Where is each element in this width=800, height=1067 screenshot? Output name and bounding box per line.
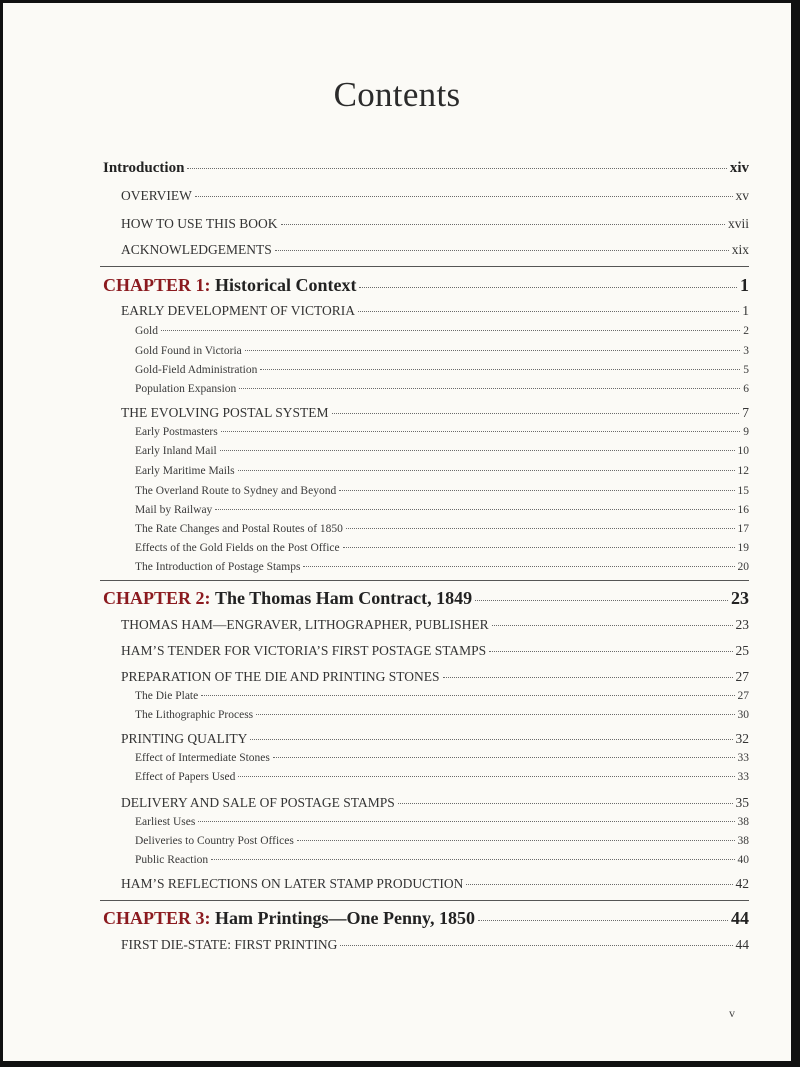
chapter-number: CHAPTER 2: — [103, 588, 211, 608]
toc-subsection — [135, 445, 749, 457]
toc-subsection — [135, 709, 749, 721]
toc-section — [121, 937, 749, 953]
entry-title: Introduction — [103, 160, 185, 176]
entry-title: EARLY DEVELOPMENT OF VICTORIA — [121, 303, 356, 318]
entry-title: Early Postmasters — [135, 426, 218, 438]
dot-leader — [358, 311, 739, 312]
toc-section — [121, 643, 749, 659]
toc-section — [121, 242, 749, 258]
entry-title: HAM’S REFLECTIONS ON LATER STAMP PRODUCTION — [121, 876, 464, 891]
page-number: 7 — [742, 405, 749, 420]
book-page — [3, 3, 791, 1061]
toc-subsection — [135, 690, 749, 702]
toc-subsection — [135, 835, 749, 847]
dot-leader — [478, 920, 728, 921]
dot-leader — [215, 509, 734, 510]
page-number: xvii — [727, 216, 749, 231]
toc-section — [121, 216, 749, 232]
entry-title: PRINTING QUALITY — [121, 731, 248, 746]
toc-section — [121, 303, 749, 319]
page-number: 44 — [735, 937, 749, 952]
dot-leader — [239, 388, 740, 389]
page-number: 27 — [735, 669, 749, 684]
dot-leader — [220, 450, 735, 451]
page-number: 44 — [731, 908, 749, 928]
entry-title: HOW TO USE THIS BOOK — [121, 216, 278, 231]
toc-section — [121, 669, 749, 685]
page-number: 20 — [737, 561, 749, 573]
toc-subsection — [135, 504, 749, 516]
page-number: xv — [735, 188, 749, 203]
page-number: 15 — [737, 485, 749, 497]
entry-title: Gold Found in Victoria — [135, 345, 242, 357]
toc-chapter — [103, 275, 749, 296]
dot-leader — [221, 431, 741, 432]
page-number: 25 — [735, 643, 749, 658]
toc-section — [121, 405, 749, 421]
page-number: 2 — [743, 325, 749, 337]
dot-leader — [161, 330, 740, 331]
page-number: 10 — [737, 445, 749, 457]
entry-title: The Overland Route to Sydney and Beyond — [135, 485, 337, 497]
entry-title: Effect of Intermediate Stones — [135, 752, 270, 764]
page-number: xix — [731, 242, 749, 257]
entry-title: Earliest Uses — [135, 816, 196, 828]
page-number: 30 — [737, 709, 749, 721]
dot-leader — [492, 625, 733, 626]
dot-leader — [443, 677, 733, 678]
entry-title: ACKNOWLEDGEMENTS — [121, 242, 272, 257]
section-rule — [100, 266, 749, 267]
toc-section — [121, 795, 749, 811]
page-folio: v — [729, 1006, 735, 1020]
toc-subsection — [135, 752, 749, 764]
page-number: 42 — [735, 876, 749, 891]
dot-leader — [256, 714, 734, 715]
dot-leader — [343, 547, 735, 548]
toc-chapter — [103, 908, 749, 929]
dot-leader — [346, 528, 735, 529]
dot-leader — [260, 369, 740, 370]
toc-section — [121, 188, 749, 204]
dot-leader — [359, 287, 737, 288]
toc-subsection — [135, 854, 749, 866]
entry-title: PREPARATION OF THE DIE AND PRINTING STONES — [121, 669, 440, 684]
chapter-title: Ham Printings—One Penny, 1850 — [215, 908, 476, 928]
page-number: 27 — [737, 690, 749, 702]
chapter-number: CHAPTER 1: — [103, 275, 211, 295]
chapter-title: Historical Context — [215, 275, 357, 295]
entry-title: DELIVERY AND SALE OF POSTAGE STAMPS — [121, 795, 395, 810]
entry-title: Mail by Railway — [135, 504, 213, 516]
entry-title: The Introduction of Postage Stamps — [135, 561, 301, 573]
chapter-title: The Thomas Ham Contract, 1849 — [215, 588, 473, 608]
page-number: 32 — [735, 731, 749, 746]
toc-introduction — [103, 160, 749, 177]
entry-title: Early Maritime Mails — [135, 465, 235, 477]
toc-subsection — [135, 345, 749, 357]
toc-section — [121, 876, 749, 892]
dot-leader — [332, 413, 740, 414]
dot-leader — [303, 566, 734, 567]
entry-title: Effect of Papers Used — [135, 771, 236, 783]
page-number: xiv — [729, 160, 749, 176]
section-rule — [100, 900, 749, 901]
dot-leader — [201, 695, 734, 696]
toc-subsection — [135, 426, 749, 438]
entry-title: FIRST DIE-STATE: FIRST PRINTING — [121, 937, 338, 952]
entry-title: Gold — [135, 325, 158, 337]
dot-leader — [475, 600, 728, 601]
dot-leader — [297, 840, 735, 841]
page-number: 23 — [731, 588, 749, 608]
dot-leader — [398, 803, 733, 804]
page-number: 17 — [737, 523, 749, 535]
toc-subsection — [135, 383, 749, 395]
toc-subsection — [135, 523, 749, 535]
toc-section — [121, 731, 749, 747]
chapter-number: CHAPTER 3: — [103, 908, 211, 928]
page-number: 38 — [737, 835, 749, 847]
dot-leader — [250, 739, 732, 740]
entry-title: The Die Plate — [135, 690, 199, 702]
entry-title: OVERVIEW — [121, 188, 192, 203]
page-number: 16 — [737, 504, 749, 516]
dot-leader — [238, 470, 735, 471]
entry-title: Population Expansion — [135, 383, 237, 395]
page-number: 1 — [740, 275, 749, 295]
page-number: 23 — [735, 617, 749, 632]
dot-leader — [195, 196, 733, 197]
dot-leader — [281, 224, 725, 225]
page-number: 40 — [737, 854, 749, 866]
dot-leader — [273, 757, 735, 758]
entry-title: Early Inland Mail — [135, 445, 217, 457]
page-number: 33 — [737, 771, 749, 783]
entry-title: HAM’S TENDER FOR VICTORIA’S FIRST POSTAGE STAMPS — [121, 643, 487, 658]
dot-leader — [340, 945, 732, 946]
toc-subsection — [135, 542, 749, 554]
dot-leader — [275, 250, 729, 251]
entry-title: Deliveries to Country Post Offices — [135, 835, 294, 847]
entry-title: Effects of the Gold Fields on the Post Office — [135, 542, 340, 554]
toc-subsection — [135, 771, 749, 783]
page-number: 35 — [735, 795, 749, 810]
page-number: 38 — [737, 816, 749, 828]
dot-leader — [187, 168, 726, 169]
toc-subsection — [135, 325, 749, 337]
page-number: 3 — [743, 345, 749, 357]
toc-subsection — [135, 465, 749, 477]
toc-section — [121, 617, 749, 633]
entry-title: Gold-Field Administration — [135, 364, 258, 376]
page-number: 12 — [737, 465, 749, 477]
dot-leader — [238, 776, 734, 777]
page-number: 19 — [737, 542, 749, 554]
page-number: 5 — [743, 364, 749, 376]
dot-leader — [198, 821, 734, 822]
page-number: 6 — [743, 383, 749, 395]
entry-title: The Rate Changes and Postal Routes of 1850 — [135, 523, 343, 535]
dot-leader — [211, 859, 734, 860]
section-rule — [100, 580, 749, 581]
toc-subsection — [135, 816, 749, 828]
dot-leader — [245, 350, 741, 351]
entry-title: THE EVOLVING POSTAL SYSTEM — [121, 405, 329, 420]
page-number: 9 — [743, 426, 749, 438]
page-number: 1 — [742, 303, 749, 318]
entry-title: THOMAS HAM—ENGRAVER, LITHOGRAPHER, PUBLISHER — [121, 617, 489, 632]
entry-title: Public Reaction — [135, 854, 209, 866]
dot-leader — [466, 884, 732, 885]
contents-title: Contents — [333, 75, 461, 114]
toc-subsection — [135, 364, 749, 376]
dot-leader — [489, 651, 732, 652]
dot-leader — [339, 490, 734, 491]
page-number: 33 — [737, 752, 749, 764]
toc-subsection — [135, 561, 749, 573]
toc-subsection — [135, 485, 749, 497]
toc-chapter — [103, 588, 749, 609]
entry-title: The Lithographic Process — [135, 709, 254, 721]
